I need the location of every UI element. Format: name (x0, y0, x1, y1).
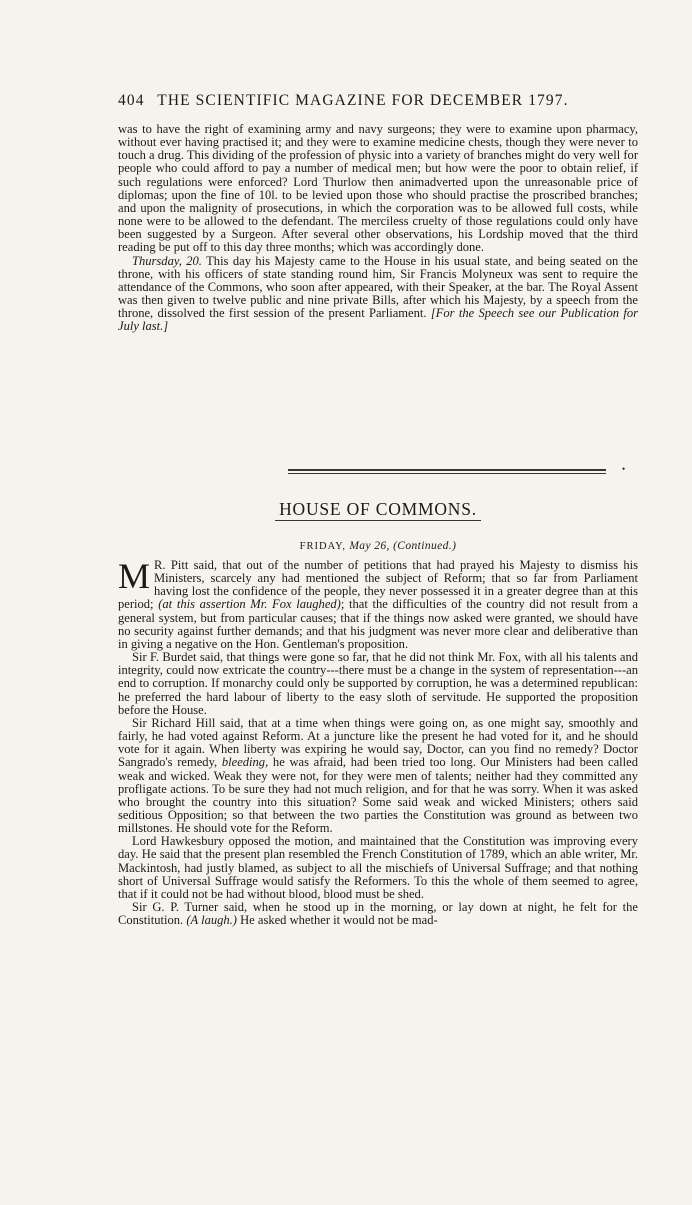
thursday-date: Thursday, 20. (132, 253, 202, 268)
section-dateline (118, 540, 638, 552)
turner-speech-b: He asked whether it would not be mad- (236, 913, 438, 928)
page-number: 404 (118, 92, 145, 109)
running-title: THE SCIENTIFIC MAGAZINE FOR DECEMBER 1797. (157, 92, 569, 109)
hill-speech-a: Sir Richard Hill said, that at a time when things were going on, as one might say, smoothly and fairly, he had voted against Reform. At a juncture like the present he had voted for it, and he should vote for it again. When liberty was expiring he would say, Doctor, can you find no remedy? Doctor Sangrado's remedy, (118, 715, 638, 770)
ornament-mark: • (622, 464, 626, 474)
drop-cap: M (118, 556, 151, 596)
speech-note: [For the Speech see our Publication for July last.] (118, 306, 638, 334)
pitt-speech-b: ; that the difficulties of the country did not result from a general system, but from particular causes; that if the things now asked were granted, we should have no security against further demands; and that his judgment was never more clear and deliberative than in giving a negative on the Hon. Gentleman's proposition. (118, 597, 638, 651)
commons-paragraph-3 (118, 717, 638, 835)
dateline-day: FRIDAY, (299, 541, 347, 552)
running-header (118, 92, 638, 110)
commons-paragraph-2: Sir F. Burdet said, that things were gone so far, that he did not think Mr. Fox, with all his talents and integrity, could now extricate the country---there must be a change in the system of representation---an end to corruption. If monarchy could only be supported by corruption, he was a determined republican: he preferred the hard labour of liberty to the easy sloth of servitude. He supported the proposition before the House. (118, 650, 638, 717)
section-heading-text: HOUSE OF COMMONS. (275, 499, 481, 521)
dateline-date: May 26, (Continued.) (346, 540, 457, 552)
commons-paragraph-5 (118, 901, 638, 927)
section-heading (118, 499, 638, 520)
lords-paragraph-2 (118, 255, 638, 334)
house-of-commons-text (118, 556, 638, 928)
bleeding-word: bleeding, (221, 755, 269, 770)
turner-speech-a: Sir G. P. Turner said, when he stood up in the morning, or lay down at night, he felt for the Constitution. (118, 900, 638, 928)
section-divider (288, 469, 606, 474)
lords-paragraph-2-text: This day his Majesty came to the House in his usual state, and being seated on the throne, with his officers of state standing round him, Sir Francis Molyneux was sent to require the attendance of the Commons, who soon after appeared, with their Speaker, at the bar. The Royal Assent was then given to twelve public and nine private Bills, after which his Majesty, by a speech from the throne, dissolved the first session of the present Parliament. (118, 253, 638, 321)
house-of-lords-text (118, 123, 638, 334)
pitt-aside: (at this assertion Mr. Fox laughed) (158, 597, 341, 612)
commons-paragraph-4: Lord Hawkesbury opposed the motion, and maintained that the Constitution was improving every day. He said that the present plan resembled the French Constitution of 1789, which an able writer, Mr. Mackintosh, had justly blamed, as subject to all the mischiefs of Universal Suffrage; and that nothing short of Universal Suffrage would satisfy the Reformers. To this the whole of them seemed to agree, that if it could not be had without blood, blood must be shed. (118, 834, 638, 901)
turner-aside: (A laugh.) (186, 913, 237, 928)
pitt-speech-a: R. Pitt said, that out of the number of petitions that had prayed his Majesty to dismiss his Ministers, scarcely any had mentioned the subject of Reform; that so far from Parliament having lost the confidence of the people, they never possessed it in a greater degree than at this period; (118, 558, 638, 612)
hill-speech-b: he was afraid, had been tried too long. Our Ministers had been called weak and wicked. Weak they were not, for they were men of talents; neither had they committed any profligate actions. To be sure they had not much religion, and for that he was sorry. When it was asked who brought the country into this situation? Some said weak and wicked Ministers; others said seditious Opposition; so that between the two parties the Constitution was ground as between two millstones. He should vote for the Reform. (118, 755, 638, 836)
commons-paragraph-1 (118, 556, 638, 651)
lords-paragraph-1: was to have the right of examining army and navy surgeons; they were to examine upon pharmacy, without ever having practised it; and they were to examine medicine chests, though they were never to touch a drug. This dividing of the profession of physic into a variety of branches might do very well for people who could afford to pay a number of medical men; but how were the poor to obtain relief, if such regulations were enforced? Lord Thurlow then animadverted upon the unreasonable price of diplomas; upon the fine of 10l. to be levied upon those who should practise the proscribed branches; and upon the malignity of prosecutions, in which the corporation was to be allowed full costs, while none were to be allowed to the defendant. The merciless cruelty of those regulations could only have been suggested by a Surgeon. After several other observations, his Lordship moved that the third reading be put off to this day three months; which was accordingly done. (118, 122, 638, 255)
